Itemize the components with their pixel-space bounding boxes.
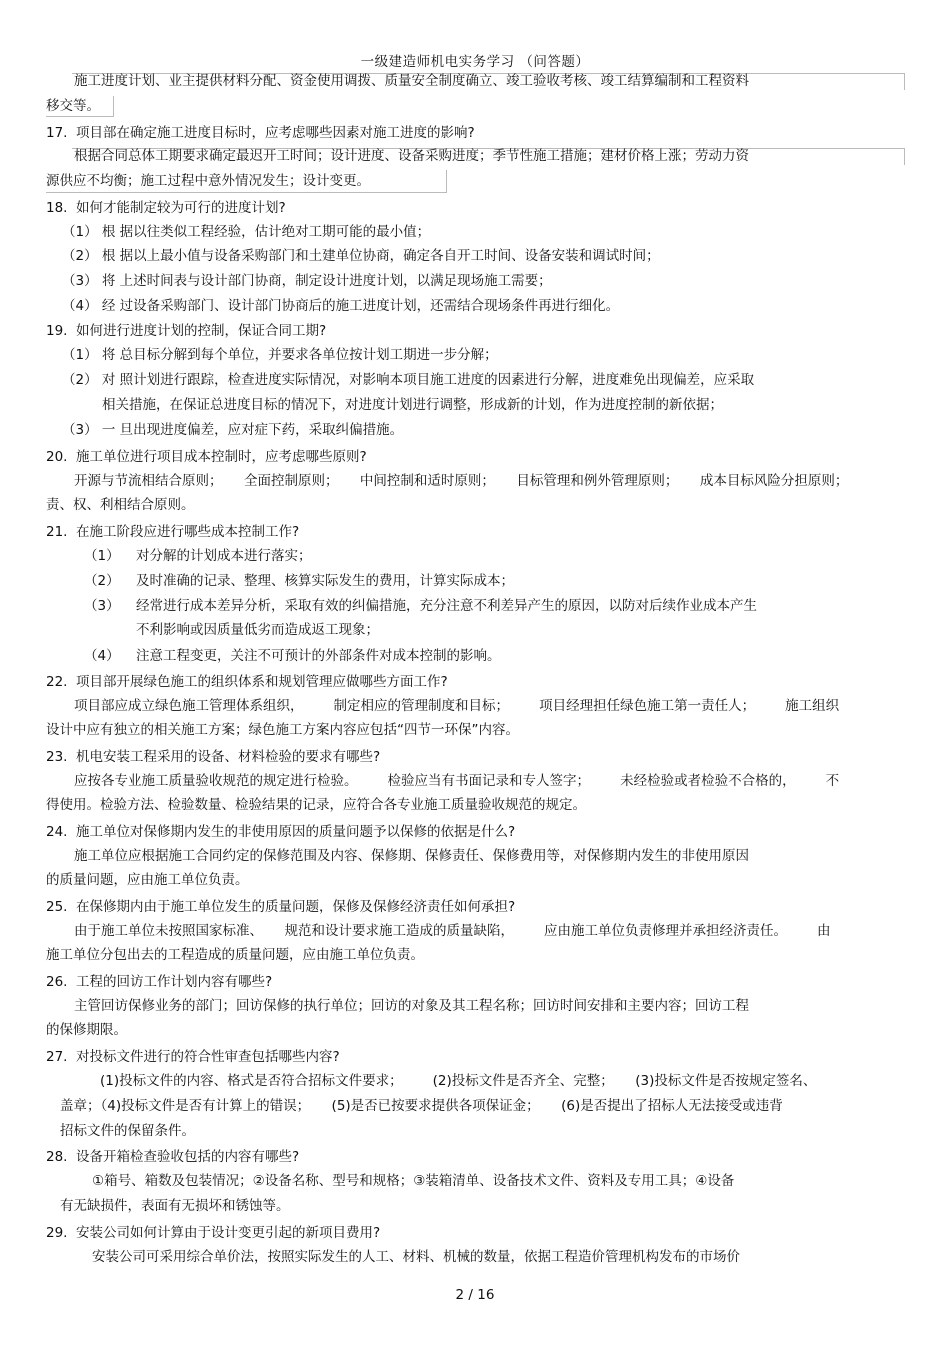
- page-number: 2 / 16: [455, 1287, 495, 1303]
- answer-text: 有无缺损件，表面有无损坏和锈蚀等。: [60, 1198, 290, 1214]
- list-number: （3）: [84, 598, 120, 614]
- answer-text: 开源与节流相结合原则； 全面控制原则； 中间控制和适时原则； 目标管理和例外管理原则； 成本目标风险分担原则；: [74, 473, 849, 489]
- question-22: 22. 项目部开展绿色施工的组织体系和规划管理应做哪些方面工作?: [46, 674, 448, 690]
- question-28: 28. 设备开箱检查验收包括的内容有哪些?: [46, 1149, 300, 1165]
- list-item: （3） 将 上述时间表与设计部门协商，制定设计进度计划，以满足现场施工需要；: [62, 273, 552, 289]
- question-18: 18. 如何才能制定较为可行的进度计划?: [46, 200, 286, 216]
- list-item: 不利影响或因质量低劣而造成返工现象；: [136, 622, 379, 638]
- answer-text: 招标文件的保留条件。: [60, 1123, 195, 1139]
- list-item: （4） 经 过设备采购部门、设计部门协商后的施工进度计划，还需结合现场条件再进行细化。: [62, 298, 620, 314]
- question-24: 24. 施工单位对保修期内发生的非使用原因的质量问题予以保修的依据是什么?: [46, 824, 516, 840]
- page-header: 一级建造师机电实务学习 （问答题）: [360, 54, 590, 70]
- answer-text: 盖章；（4)投标文件是否有计算上的错误； (5)是否已按要求提供各项保证金； (6)是否提出了招标人无法接受或违背: [60, 1098, 783, 1114]
- answer-text: 的质量问题，应由施工单位负责。: [46, 872, 249, 888]
- question-25: 25. 在保修期内由于施工单位发生的质量问题，保修及保修经济责任如何承担?: [46, 899, 516, 915]
- question-19: 19. 如何进行进度计划的控制，保证合同工期?: [46, 323, 327, 339]
- answer-text: 应按各专业施工质量验收规范的规定进行检验。 检验应当有书面记录和专人签字； 未经检验或者检验不合格的， 不: [74, 773, 840, 789]
- answer-text: ①箱号、箱数及包装情况；②设备名称、型号和规格；③装箱清单、设备技术文件、资料及专用工具；④设备: [92, 1173, 735, 1189]
- answer-text: 责、权、利相结合原则。: [46, 497, 195, 513]
- answer-text: 移交等。: [46, 98, 100, 114]
- list-number: （1）: [84, 548, 120, 564]
- answer-text: 主管回访保修业务的部门；回访保修的执行单位；回访的对象及其工程名称；回访时间安排和主要内容；回访工程: [74, 998, 749, 1014]
- answer-text: 根据合同总体工期要求确定最迟开工时间；设计进度、设备采购进度；季节性施工措施；建材价格上涨；劳动力资: [74, 148, 749, 164]
- answer-text: 安装公司可采用综合单价法，按照实际发生的人工、材料、机械的数量，依据工程造价管理机构发布的市场价: [92, 1249, 740, 1265]
- answer-text: 得使用。检验方法、检验数量、检验结果的记录，应符合各专业施工质量验收规范的规定。: [46, 797, 586, 813]
- list-number: （4）: [84, 648, 120, 664]
- list-item: （1） 将 总目标分解到每个单位，并要求各单位按计划工期进一步分解；: [62, 347, 498, 363]
- list-item: 相关措施，在保证总进度目标的情况下，对进度计划进行调整，形成新的计划，作为进度控制的新依据；: [102, 397, 723, 413]
- question-23: 23. 机电安装工程采用的设备、材料检验的要求有哪些?: [46, 749, 381, 765]
- question-21: 21. 在施工阶段应进行哪些成本控制工作?: [46, 524, 300, 540]
- list-number: （2）: [84, 573, 120, 589]
- question-20: 20. 施工单位进行项目成本控制时，应考虑哪些原则?: [46, 449, 367, 465]
- list-item: 及时准确的记录、整理、核算实际发生的费用，计算实际成本；: [136, 573, 514, 589]
- answer-text: 施工单位应根据施工合同约定的保修范围及内容、保修期、保修责任、保修费用等，对保修期内发生的非使用原因: [74, 848, 749, 864]
- list-item: （1） 根 据以往类似工程经验，估计绝对工期可能的最小值；: [62, 224, 431, 240]
- list-item: 对分解的计划成本进行落实；: [136, 548, 312, 564]
- list-item: 注意工程变更，关注不可预计的外部条件对成本控制的影响。: [136, 648, 501, 664]
- answer-text: 施工单位分包出去的工程造成的质量问题，应由施工单位负责。: [46, 947, 424, 963]
- answer-text: 项目部应成立绿色施工管理体系组织， 制定相应的管理制度和目标； 项目经理担任绿色施工第一责任人； 施工组织: [74, 698, 840, 714]
- question-26: 26. 工程的回访工作计划内容有哪些?: [46, 974, 273, 990]
- question-27: 27. 对投标文件进行的符合性审查包括哪些内容?: [46, 1049, 340, 1065]
- answer-text: (1)投标文件的内容、格式是否符合招标文件要求； (2)投标文件是否齐全、完整； (3)投标文件是否按规定签名、: [100, 1073, 817, 1089]
- list-item: （2） 对 照计划进行跟踪，检查进度实际情况，对影响本项目施工进度的因素进行分解，进度难免出现偏差，应采取: [62, 372, 755, 388]
- question-29: 29. 安装公司如何计算由于设计变更引起的新项目费用?: [46, 1225, 381, 1241]
- list-item: （2） 根 据以上最小值与设备采购部门和土建单位协商，确定各自开工时间、设备安装和调试时间；: [62, 248, 660, 264]
- list-item: 经常进行成本差异分析，采取有效的纠偏措施，充分注意不利差异产生的原因，以防对后续作业成本产生: [136, 598, 757, 614]
- answer-text: 由于施工单位未按照国家标准、 规范和设计要求施工造成的质量缺陷， 应由施工单位负责修理并承担经济责任。 由: [74, 923, 831, 939]
- question-17: 17. 项目部在确定施工进度目标时，应考虑哪些因素对施工进度的影响?: [46, 125, 475, 141]
- list-item: （3） 一 旦出现进度偏差，应对症下药，采取纠偏措施。: [62, 422, 404, 438]
- answer-text: 设计中应有独立的相关施工方案；绿色施工方案内容应包括“四节一环保”内容。: [46, 722, 519, 738]
- answer-text: 的保修期限。: [46, 1022, 127, 1038]
- answer-text: 施工进度计划、业主提供材料分配、资金使用调拨、质量安全制度确立、竣工验收考核、竣工结算编制和工程资料: [74, 73, 749, 89]
- answer-text: 源供应不均衡；施工过程中意外情况发生；设计变更。: [46, 173, 370, 189]
